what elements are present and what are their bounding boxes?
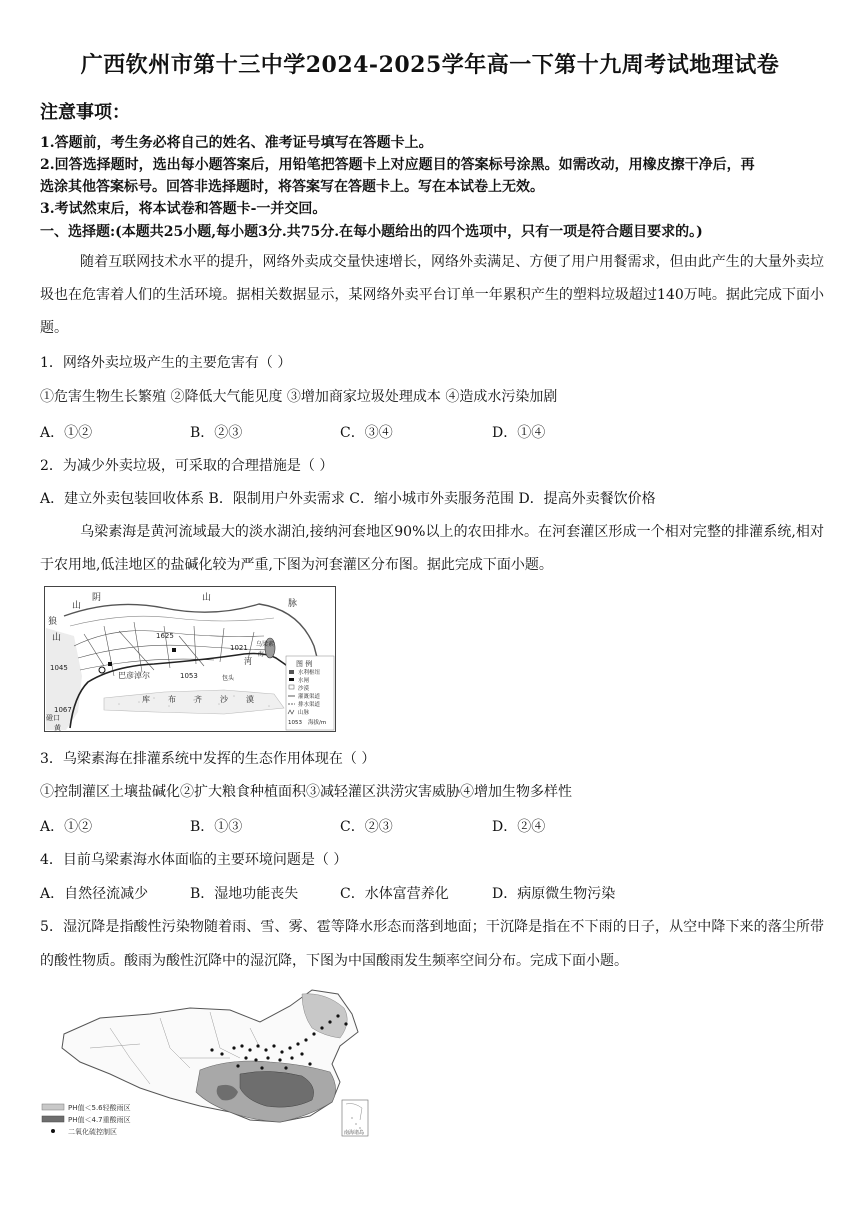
option-a[interactable]: A．自然径流减少 — [40, 886, 149, 902]
question-4-options — [40, 883, 740, 905]
option-b[interactable]: B．②③ — [190, 425, 243, 441]
legend-heavy-swatch — [42, 1116, 64, 1122]
notice-heading: 注意事项： — [40, 102, 130, 123]
option-b[interactable]: B．湿地功能丧失 — [190, 886, 299, 902]
label-yin: 阴 — [92, 593, 102, 603]
question-3-options — [40, 816, 740, 838]
map1-legend-title: 图 例 — [296, 660, 313, 668]
legend-light-swatch — [42, 1104, 64, 1110]
legend-symbol-sluice — [289, 678, 294, 681]
legend-symbol-desert — [289, 685, 294, 689]
passage-1 — [40, 246, 824, 345]
label-elev-1625: 1625 — [156, 632, 174, 640]
passage-2-text: 乌梁素海是黄河流域最大的淡水湖泊,接纳河套地区90%以上的农田排水。在河套灌区形成一个相对完整的排灌系统,相对于农用地,低洼地区的盐碱化较为严重,下图为河套灌区分布图。据此完成下面小题。 — [40, 524, 824, 573]
label-shan-2: 山 — [72, 601, 82, 611]
question-5-text: 5．湿沉降是指酸性污染物随着雨、雪、雾、雹等降水形态而落到地面；干沉降是指在不下雨的日子，从空中降下来的落尘所带的酸性物质。酸雨为酸性沉降中的湿沉降，下图为中国酸雨发生频率空间分布。完成下面小题。 — [40, 919, 824, 969]
question-2-options[interactable]: A．建立外卖包装回收体系 B．限制用户外卖需求 C．缩小城市外卖服务范围 D．提高外卖餐饮价格 — [40, 491, 656, 507]
china-acid-rain-map — [40, 988, 380, 1138]
legend-elev-label: 海拔/m — [308, 720, 327, 726]
legend-so2-label: 二氧化硫控制区 — [68, 1128, 117, 1136]
question-3-stem: 3．乌梁素海在排灌系统中发挥的生态作用体现在（ ） — [40, 751, 376, 767]
label-baotou: 包头 — [222, 675, 235, 682]
label-qi: 齐 — [194, 695, 202, 704]
label-elev-1067: 1067 — [54, 706, 72, 714]
label-sha: 沙 — [220, 695, 228, 704]
option-d[interactable]: D．②④ — [492, 819, 546, 835]
legend-irrigation-label: 灌溉渠道 — [298, 694, 321, 700]
label-mai: 脉 — [288, 599, 298, 609]
passage-2 — [40, 516, 824, 582]
legend-desert-label: 沙漠 — [298, 686, 310, 692]
notice-item-2-cont: 选涂其他答案标号。回答非选择题时，将答案写在答题卡上。写在本试卷上无效。 — [40, 179, 544, 195]
exam-title: 广西钦州市第十三中学2024-2025学年高一下第十九周考试地理试卷 — [80, 52, 780, 78]
legend-heavy-label: PH值＜4.7重酸雨区 — [68, 1116, 131, 1124]
legend-symbol-hub — [289, 670, 294, 674]
label-he: 河 — [244, 657, 252, 666]
label-wuliangsu: 乌梁素 — [256, 641, 275, 648]
label-dengkou: 磴口 — [46, 714, 60, 722]
legend-so2-dot — [51, 1129, 55, 1133]
notice-item-1: 1.答题前，考生务必将自己的姓名、准考证号填写在答题卡上。 — [40, 135, 433, 151]
question-1-stem: 1．网络外卖垃圾产生的主要危害有（ ） — [40, 355, 292, 371]
notice-item-2: 2.回答选择题时，选出每小题答案后，用铅笔把答题卡上对应题目的答案标号涂黑。如需改动，用橡皮擦干净后，再 — [40, 157, 755, 173]
option-b[interactable]: B．①③ — [190, 819, 243, 835]
label-mo: 漠 — [246, 695, 254, 704]
legend-light-label: PH值＜5.6轻酸雨区 — [68, 1104, 131, 1112]
passage-1-text: 随着互联网技术水平的提升，网络外卖成交量快速增长，网络外卖满足、方便了用户用餐需求，但由此产生的大量外卖垃圾也在危害着人们的生活环境。据相关数据显示，某网络外卖平台订单一年累积产生的塑料垃圾超过140万吨。据此完成下面小题。 — [40, 254, 824, 336]
hetao-irrigation-map — [44, 586, 336, 732]
notice-item-3: 3.考试然束后，将本试卷和答题卡-一并交回。 — [40, 201, 327, 217]
label-elev-1045: 1045 — [50, 664, 68, 672]
question-2-stem: 2．为减少外卖垃圾，可采取的合理措施是（ ） — [40, 458, 334, 474]
option-d[interactable]: D．①④ — [492, 425, 546, 441]
legend-hub-label: 水利枢纽 — [298, 670, 321, 676]
legend-sluice-label: 水闸 — [298, 678, 310, 684]
option-d[interactable]: D．病原微生物污染 — [492, 886, 616, 902]
label-hai: 海 — [258, 651, 265, 658]
question-1-options — [40, 422, 740, 444]
label-ku: 库 — [142, 695, 150, 704]
option-c[interactable]: C．②③ — [340, 819, 393, 835]
option-a[interactable]: A．①② — [40, 819, 93, 835]
option-c[interactable]: C．水体富营养化 — [340, 886, 449, 902]
legend-drainage-label: 排水渠道 — [298, 702, 321, 708]
option-c[interactable]: C．③④ — [340, 425, 393, 441]
label-bu: 布 — [168, 695, 176, 704]
label-shan-3: 山 — [52, 633, 62, 643]
legend-elev-value: 1053 — [288, 720, 302, 726]
option-a[interactable]: A．①② — [40, 425, 93, 441]
label-bayannur: 巴彦淖尔 — [118, 671, 150, 680]
section-heading: 一、选择题:(本题共25小题,每小题3分.共75分.在每小题给出的四个选项中，只有一项是符合题目要求的。) — [40, 224, 703, 240]
question-3-items: ①控制灌区土壤盐碱化②扩大粮食种植面积③减轻灌区洪涝灾害威胁④增加生物多样性 — [40, 784, 572, 800]
inset-label: 南海诸岛 — [344, 1130, 365, 1136]
label-elev-1053: 1053 — [180, 672, 198, 680]
label-lang: 狼 — [48, 617, 58, 627]
legend-mountain-label: 山脉 — [298, 710, 310, 716]
label-huang: 黄 — [54, 724, 61, 732]
question-1-items: ①危害生物生长繁殖 ②降低大气能见度 ③增加商家垃圾处理成本 ④造成水污染加剧 — [40, 389, 558, 405]
label-shan-1: 山 — [202, 593, 212, 603]
label-elev-1021: 1021 — [230, 644, 248, 652]
question-4-stem: 4．目前乌梁素海水体面临的主要环境问题是（ ） — [40, 852, 348, 868]
